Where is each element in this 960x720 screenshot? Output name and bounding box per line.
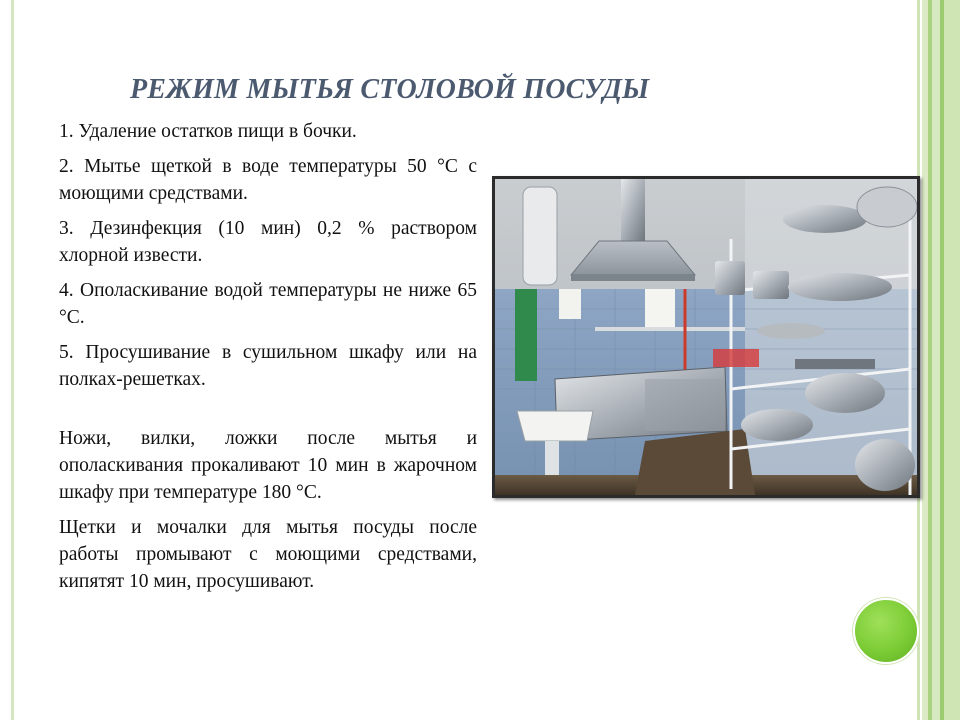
decorative-green-circle [853,598,919,664]
step-5-paragraph: 5. Просушивание в сушильном шкафу или на полках-решетках. [59,342,477,390]
dishwashing-room-photo [492,176,920,498]
slide-frame-right-bar [922,0,960,720]
slide-body-text [59,118,477,603]
cutlery-paragraph: Ножи, вилки, ложки после мытья и ополаскивания прокаливают 10 мин в жарочном шкафу при температуре 180 °С. [59,428,477,503]
slide-title: РЕЖИМ МЫТЬЯ СТОЛОВОЙ ПОСУДЫ [130,74,650,105]
brushes-paragraph: Щетки и мочалки для мытья посуды после работы промывают с моющими средствами, кипятят 10 мин, просушивают. [59,517,477,592]
step-3-paragraph: 3. Дезинфекция (10 мин) 0,2 % раствором хлорной извести. [59,218,477,266]
step-2-paragraph: 2. Мытье щеткой в воде температуры 50 °С с моющими средствами. [59,156,477,204]
step-1-paragraph: 1. Удаление остатков пищи в бочки. [59,121,357,142]
step-4-paragraph: 4. Ополаскивание водой температуры не ниже 65 °С. [59,280,477,328]
slide-frame-left [11,0,14,720]
dishwashing-room-illustration [495,179,917,495]
